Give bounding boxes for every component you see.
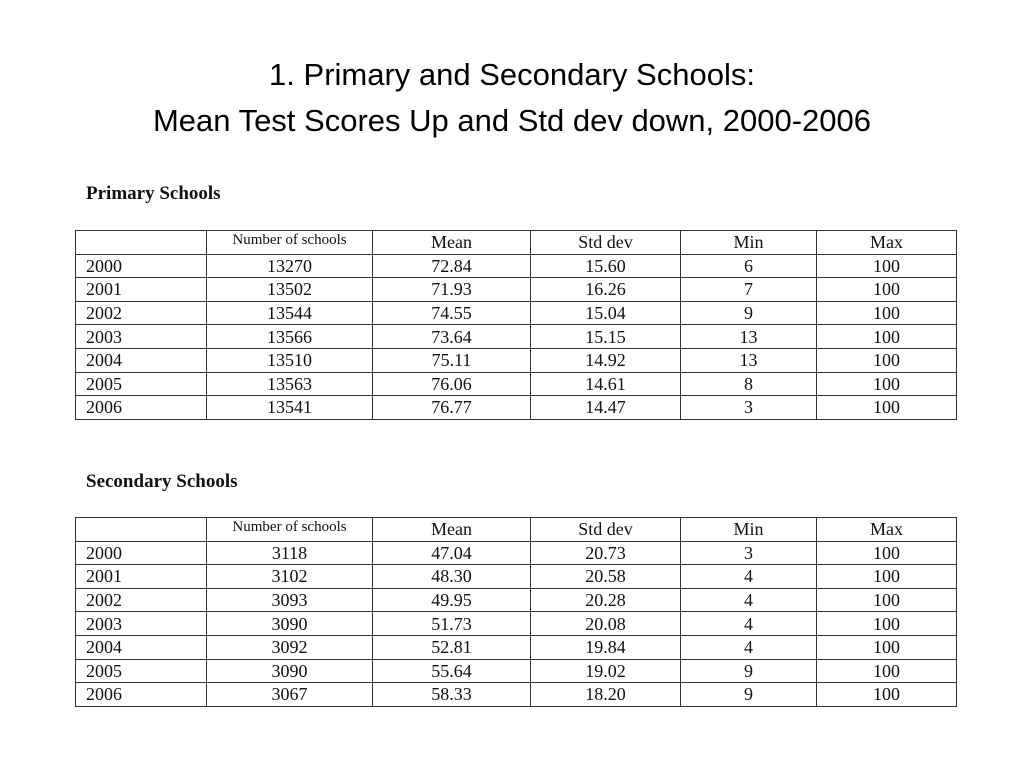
table-cell: 100 (817, 683, 957, 707)
table-cell: 100 (817, 372, 957, 396)
table-cell: 58.33 (373, 683, 531, 707)
table-cell: 3090 (207, 659, 373, 683)
year-cell: 2000 (76, 541, 207, 565)
table-cell: 47.04 (373, 541, 531, 565)
column-header: Max (817, 231, 957, 255)
table-cell: 3092 (207, 635, 373, 659)
primary-schools-table (75, 230, 957, 420)
table-cell: 100 (817, 278, 957, 302)
table-cell: 4 (681, 612, 817, 636)
table-cell: 100 (817, 301, 957, 325)
table-cell: 52.81 (373, 635, 531, 659)
year-cell: 2003 (76, 612, 207, 636)
table-cell: 4 (681, 565, 817, 589)
year-cell: 2006 (76, 683, 207, 707)
table-cell: 100 (817, 348, 957, 372)
table-cell: 13502 (207, 278, 373, 302)
column-header: Number of schools (207, 518, 373, 542)
slide-title-line-1: 1. Primary and Secondary Schools: (269, 57, 755, 92)
table-cell: 3 (681, 396, 817, 420)
table-cell: 13566 (207, 325, 373, 349)
table-row (76, 565, 957, 589)
table-row (76, 683, 957, 707)
table-cell: 3090 (207, 612, 373, 636)
table-cell: 75.11 (373, 348, 531, 372)
table-cell: 3067 (207, 683, 373, 707)
table-cell: 7 (681, 278, 817, 302)
table-cell: 15.60 (531, 254, 681, 278)
table-cell: 3093 (207, 588, 373, 612)
table-cell: 19.84 (531, 635, 681, 659)
table-cell: 20.73 (531, 541, 681, 565)
year-cell: 2001 (76, 278, 207, 302)
year-cell: 2004 (76, 348, 207, 372)
table-cell: 55.64 (373, 659, 531, 683)
year-cell: 2004 (76, 635, 207, 659)
secondary-schools-table (75, 517, 957, 707)
table-row (76, 325, 957, 349)
table-cell: 14.47 (531, 396, 681, 420)
table-cell: 72.84 (373, 254, 531, 278)
table-row (76, 588, 957, 612)
table-header-row (76, 518, 957, 542)
table-cell: 9 (681, 659, 817, 683)
table-row (76, 659, 957, 683)
slide-title-line-2: Mean Test Scores Up and Std dev down, 2000-2006 (152, 103, 872, 138)
column-header: Max (817, 518, 957, 542)
year-cell: 2006 (76, 396, 207, 420)
table-cell: 19.02 (531, 659, 681, 683)
table-cell: 49.95 (373, 588, 531, 612)
table-cell: 71.93 (373, 278, 531, 302)
column-header: Min (681, 231, 817, 255)
table-cell: 76.77 (373, 396, 531, 420)
table-cell: 14.92 (531, 348, 681, 372)
table-cell: 4 (681, 635, 817, 659)
table-row (76, 278, 957, 302)
slide-title (0, 52, 1024, 144)
table-cell: 15.15 (531, 325, 681, 349)
column-header: Std dev (531, 518, 681, 542)
year-cell: 2005 (76, 372, 207, 396)
table-cell: 74.55 (373, 301, 531, 325)
table-cell: 4 (681, 588, 817, 612)
year-cell: 2002 (76, 301, 207, 325)
column-header (76, 518, 207, 542)
table-row (76, 301, 957, 325)
table-cell: 13541 (207, 396, 373, 420)
table-row (76, 541, 957, 565)
table-cell: 3118 (207, 541, 373, 565)
table-cell: 100 (817, 541, 957, 565)
table-cell: 13510 (207, 348, 373, 372)
year-cell: 2001 (76, 565, 207, 589)
table-cell: 15.04 (531, 301, 681, 325)
year-cell: 2000 (76, 254, 207, 278)
table-cell: 100 (817, 396, 957, 420)
table-cell: 13270 (207, 254, 373, 278)
table-row (76, 348, 957, 372)
table-cell: 100 (817, 325, 957, 349)
column-header: Mean (373, 518, 531, 542)
column-header: Number of schools (207, 231, 373, 255)
column-header: Mean (373, 231, 531, 255)
table-cell: 100 (817, 588, 957, 612)
table-cell: 76.06 (373, 372, 531, 396)
table-cell: 73.64 (373, 325, 531, 349)
column-header: Min (681, 518, 817, 542)
table-cell: 20.08 (531, 612, 681, 636)
column-header: Std dev (531, 231, 681, 255)
table-cell: 100 (817, 612, 957, 636)
table-cell: 14.61 (531, 372, 681, 396)
table-row (76, 254, 957, 278)
table-cell: 48.30 (373, 565, 531, 589)
table-row (76, 635, 957, 659)
primary-schools-heading: Primary Schools (86, 183, 221, 204)
table-cell: 20.58 (531, 565, 681, 589)
column-header (76, 231, 207, 255)
table-row (76, 396, 957, 420)
table-cell: 9 (681, 301, 817, 325)
table-cell: 13 (681, 348, 817, 372)
table-cell: 100 (817, 635, 957, 659)
year-cell: 2005 (76, 659, 207, 683)
table-cell: 100 (817, 659, 957, 683)
table-row (76, 612, 957, 636)
table-cell: 3102 (207, 565, 373, 589)
table-cell: 9 (681, 683, 817, 707)
table-row (76, 372, 957, 396)
table-cell: 100 (817, 254, 957, 278)
year-cell: 2003 (76, 325, 207, 349)
table-cell: 100 (817, 565, 957, 589)
table-cell: 20.28 (531, 588, 681, 612)
table-header-row (76, 231, 957, 255)
table-cell: 13563 (207, 372, 373, 396)
table-cell: 18.20 (531, 683, 681, 707)
table-cell: 6 (681, 254, 817, 278)
table-cell: 51.73 (373, 612, 531, 636)
table-cell: 13 (681, 325, 817, 349)
secondary-schools-heading: Secondary Schools (86, 471, 238, 492)
table-cell: 13544 (207, 301, 373, 325)
table-cell: 8 (681, 372, 817, 396)
table-cell: 3 (681, 541, 817, 565)
year-cell: 2002 (76, 588, 207, 612)
table-cell: 16.26 (531, 278, 681, 302)
